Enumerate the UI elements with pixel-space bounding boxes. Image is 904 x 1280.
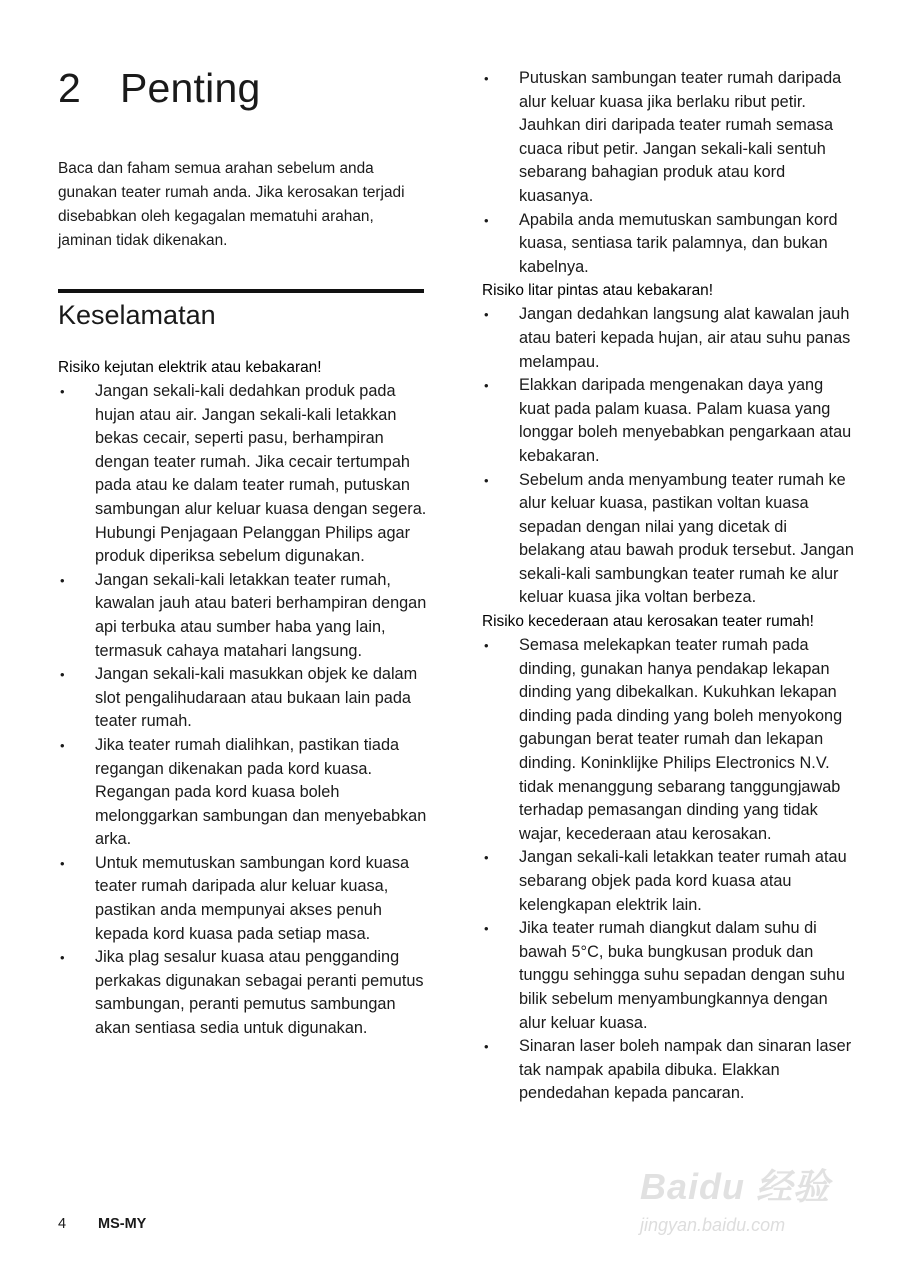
injury-heading: Risiko kecederaan atau kerosakan teater rumah! (482, 613, 814, 631)
chapter-number: 2 (58, 65, 82, 111)
list-item: • Jangan sekali-kali masukkan objek ke dalam slot pengalihudaraan atau bukaan lain pada teater rumah. (58, 663, 430, 734)
chapter-title: Penting (120, 65, 261, 111)
list-item: • Jangan sekali-kali dedahkan produk pada hujan atau air. Jangan sekali-kali letakkan bekas cecair, seperti pasu, berhampiran dengan teater rumah. Jika cecair tertumpah pada atau ke dalam teater rumah, putuskan sambungan alur keluar kuasa dengan segera. Hubungi Penjagaan Pelanggan Philips agar produk diperiksa sebelum digunakan. (58, 380, 430, 569)
list-item: • Untuk memutuskan sambungan kord kuasa teater rumah daripada alur keluar kuasa, pastikan anda mempunyai akses penuh kepada kord kuasa pada setiap masa. (58, 852, 430, 946)
continued-list (482, 67, 854, 279)
page-number: 4 (58, 1216, 67, 1232)
list-item: • Apabila anda memutuskan sambungan kord kuasa, sentiasa tarik palamnya, dan bukan kabelnya. (482, 209, 854, 280)
short-circuit-heading: Risiko litar pintas atau kebakaran! (482, 282, 713, 300)
list-item: • Jika teater rumah diangkut dalam suhu di bawah 5°C, buka bungkusan produk dan tunggu sehingga suhu sepadan dengan suhu bilik sebelum menyambungkannya dengan alur keluar kuasa. (482, 917, 854, 1035)
section-title: Keselamatan (58, 300, 216, 330)
right-column (482, 67, 854, 1106)
list-item: • Semasa melekapkan teater rumah pada dinding, gunakan hanya pendakap lekapan dinding yang dibekalkan. Kukuhkan lekapan dinding pada dinding yang boleh menyokong gabungan berat teater rumah dan lekapan dinding. Koninklijke Philips Electronics N.V. tidak menanggung sebarang tanggungjawab terhadap pemasangan dinding yang tidak wajar, kecederaan atau kerosakan. (482, 634, 854, 846)
left-column (58, 356, 430, 1041)
list-item: • Jangan sekali-kali letakkan teater rumah atau sebarang objek pada kord kuasa atau kelengkapan elektrik lain. (482, 846, 854, 917)
short-circuit-list (482, 303, 854, 610)
list-item: • Putuskan sambungan teater rumah daripada alur keluar kuasa jika berlaku ribut petir. Jauhkan diri daripada teater rumah semasa cuaca ribut petir. Jangan sekali-kali sentuh sebarang bahagian produk atau kord kuasanya. (482, 67, 854, 209)
electric-shock-heading: Risiko kejutan elektrik atau kebakaran! (58, 359, 322, 376)
list-item: • Jika teater rumah dialihkan, pastikan tiada regangan dikenakan pada kord kuasa. Regangan pada kord kuasa boleh melonggarkan sambungan dan menyebabkan arka. (58, 734, 430, 852)
list-item: • Jangan dedahkan langsung alat kawalan jauh atau bateri kepada hujan, air atau suhu panas melampau. (482, 303, 854, 374)
watermark-url: jingyan.baidu.com (640, 1215, 786, 1235)
list-item: • Sebelum anda menyambung teater rumah ke alur keluar kuasa, pastikan voltan kuasa sepadan dengan nilai yang dicetak di belakang atau bawah produk tersebut. Jangan sekali-kali sambungkan teater rumah ke alur keluar kuasa jika voltan berbeza. (482, 469, 854, 611)
language-code: MS-MY (98, 1216, 147, 1232)
page-footer (58, 1214, 146, 1234)
section-divider (58, 289, 424, 293)
watermark (640, 1162, 860, 1252)
electric-shock-list (58, 380, 430, 1041)
list-item: • Sinaran laser boleh nampak dan sinaran laser tak nampak apabila dibuka. Elakkan pendedahan kepada pancaran. (482, 1035, 854, 1106)
list-item: • Jangan sekali-kali letakkan teater rumah, kawalan jauh atau bateri berhampiran dengan api terbuka atau sumber haba yang lain, termasuk cahaya matahari langsung. (58, 569, 430, 663)
intro-paragraph: Baca dan faham semua arahan sebelum anda gunakan teater rumah anda. Jika kerosakan terjadi disebabkan oleh kegagalan mematuhi arahan, jaminan tidak dikenakan. (58, 160, 405, 249)
list-item: • Jika plag sesalur kuasa atau pengganding perkakas digunakan sebagai peranti pemutus sambungan, peranti pemutus sambungan akan sentiasa sedia untuk digunakan. (58, 946, 430, 1040)
list-item: • Elakkan daripada mengenakan daya yang kuat pada palam kuasa. Palam kuasa yang longgar boleh menyebabkan pengarkaan atau kebakaran. (482, 374, 854, 468)
watermark-logo: Baidu 经验 (640, 1166, 831, 1207)
chapter-heading (58, 62, 260, 114)
injury-list (482, 634, 854, 1106)
